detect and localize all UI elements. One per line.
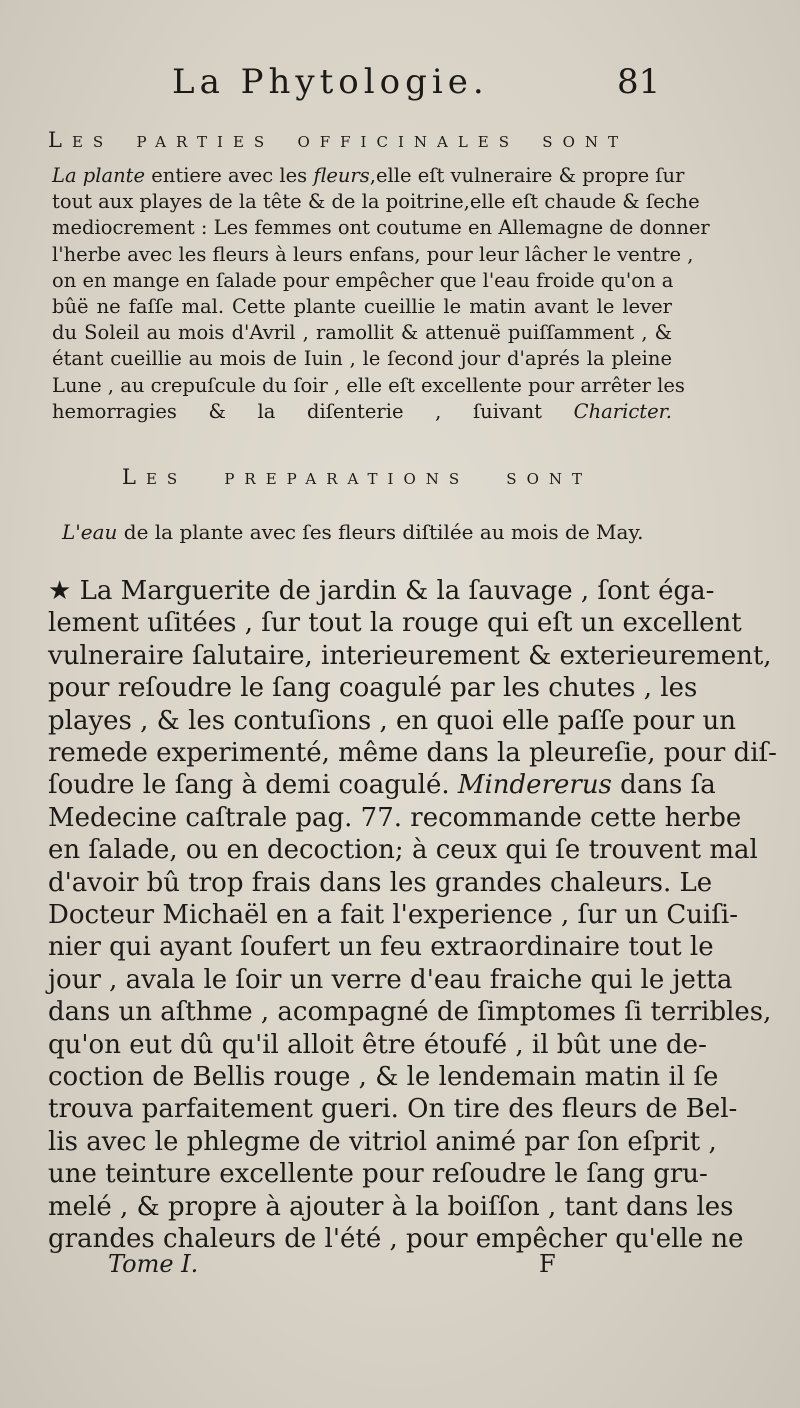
text-line (48, 1159, 708, 1191)
text-line (48, 1062, 719, 1094)
page-number: 81 (617, 62, 661, 102)
text-segment: fleurs (313, 164, 370, 187)
text-segment: coction de Bellis rouge , & le lendemain matin il ſe (48, 1062, 719, 1092)
text-segment: Lune , au crepuſcule du ſoir , elle eſt excellente pour arrêter les (52, 373, 685, 397)
text-line (52, 190, 700, 214)
text-line (52, 347, 672, 371)
text-line (52, 400, 672, 424)
text-segment: lis avec le phlegme de vitriol animé par ſon eſprit , (48, 1126, 717, 1157)
preparations-text (62, 520, 643, 544)
text-line (48, 608, 742, 640)
text-line (48, 997, 772, 1029)
text-segment: Medecine caſtrale pag. 77. recommande cette herbe (48, 802, 742, 833)
text-line (52, 269, 672, 293)
text-segment: bûë ne faſſe mal. Cette plante cueillie le matin avant le lever (52, 295, 672, 318)
section-heading-preparations: Les preparations sont (122, 465, 592, 489)
text-segment: nier qui ayant ſoufert un feu extraordinaire tout le (48, 932, 714, 963)
text-line (48, 1094, 738, 1126)
text-line (52, 373, 685, 398)
text-line (52, 164, 685, 188)
preparations-lead: L'eau (62, 520, 118, 544)
text-line (48, 770, 716, 802)
text-line (52, 321, 672, 345)
text-line (48, 964, 733, 997)
text-line (48, 738, 777, 770)
text-line (48, 900, 739, 932)
text-line (52, 295, 672, 319)
text-line (48, 835, 758, 867)
text-segment: ,elle eſt vulneraire & propre ſur (369, 164, 685, 187)
text-line (48, 673, 698, 705)
text-line (48, 640, 772, 673)
text-segment: d'avoir bû trop frais dans les grandes chaleurs. Le (48, 867, 713, 898)
text-segment: grandes chaleurs de l'été , pour empêcher qu'elle ne (48, 1224, 744, 1254)
text-line (48, 1029, 707, 1062)
text-line (52, 242, 694, 267)
text-segment: lement uſitées , ſur tout la rouge qui eſt un excellent (48, 608, 742, 639)
text-segment: mediocrement : Les femmes ont coutume en Allemagne de donner (52, 216, 710, 240)
text-segment: en ſalade, ou en decoction; à ceux qui ſe trouvent mal (48, 835, 758, 866)
text-segment: La plante (52, 164, 146, 187)
text-segment: entiere avec les (145, 164, 314, 187)
text-line (48, 1126, 717, 1159)
volume-mark: Tome I. (108, 1250, 199, 1278)
text-segment: étant cueillie au mois de Iuin , le ſecond jour d'aprés la pleine (52, 347, 672, 371)
text-line (48, 867, 713, 900)
text-segment: Docteur Michaël en a fait l'experience , ſur un Cuiſi- (48, 900, 739, 930)
section-heading-officinal-parts: Les parties officinales sont (48, 128, 628, 152)
text-line (48, 1191, 734, 1224)
signature-mark: F (539, 1250, 556, 1278)
text-line (48, 932, 714, 964)
text-segment: Charicter. (573, 399, 672, 423)
text-segment: jour , avala le ſoir un verre d'eau fraiche qui le jetta (48, 964, 733, 995)
text-segment: une teinture excellente pour reſoudre le ſang gru- (48, 1159, 708, 1190)
text-segment: on en mange en ſalade pour empêcher que l'eau froide qu'on a (52, 268, 674, 292)
text-segment: pour reſoudre le ſang coagulé par les chutes , les (48, 673, 698, 704)
text-segment: dans un aſthme , acompagné de ſimptomes ſi terribles, (48, 997, 772, 1028)
text-segment: du Soleil au mois d'Avril , ramollit & attenuë puiſſamment , & (52, 321, 672, 345)
text-segment: playes , & les contuſions , en quoi elle paſſe pour un (48, 705, 736, 736)
text-segment: remede experimenté, même dans la pleureſie, pour diſ- (48, 738, 777, 768)
text-line (48, 576, 715, 608)
text-segment: vulneraire ſalutaire, interieurement & exterieurement, (48, 640, 772, 671)
text-segment: ſoudre le ſang à demi coagulé. (48, 770, 458, 801)
preparations-line: de la plante avec ſes fleurs diſtilée au mois de May. (117, 520, 644, 544)
text-segment: dans ſa (611, 770, 716, 801)
text-line (48, 705, 736, 738)
text-segment: tout aux playes de la tête & de la poitrine,elle eſt chaude & ſeche (52, 190, 700, 214)
text-segment: hemorragies & la diſenterie , ſuivant (52, 399, 574, 423)
text-segment: trouva parfaitement gueri. On tire des fleurs de Bel- (48, 1094, 738, 1125)
text-line (48, 802, 742, 835)
text-segment: l'herbe avec les fleurs à leurs enfans, pour leur lâcher le ventre , (52, 242, 694, 266)
text-segment: ★ La Marguerite de jardin & la ſauvage , ſont éga- (48, 576, 715, 606)
text-segment: qu'on eut dû qu'il alloit être étoufé , il bût une de- (48, 1029, 707, 1060)
text-segment: Mindererus (457, 770, 612, 801)
text-segment: melé , & propre à ajouter à la boiſſon , tant dans les (48, 1191, 734, 1222)
running-head: La Phytologie. (172, 62, 489, 102)
text-line (52, 216, 710, 240)
